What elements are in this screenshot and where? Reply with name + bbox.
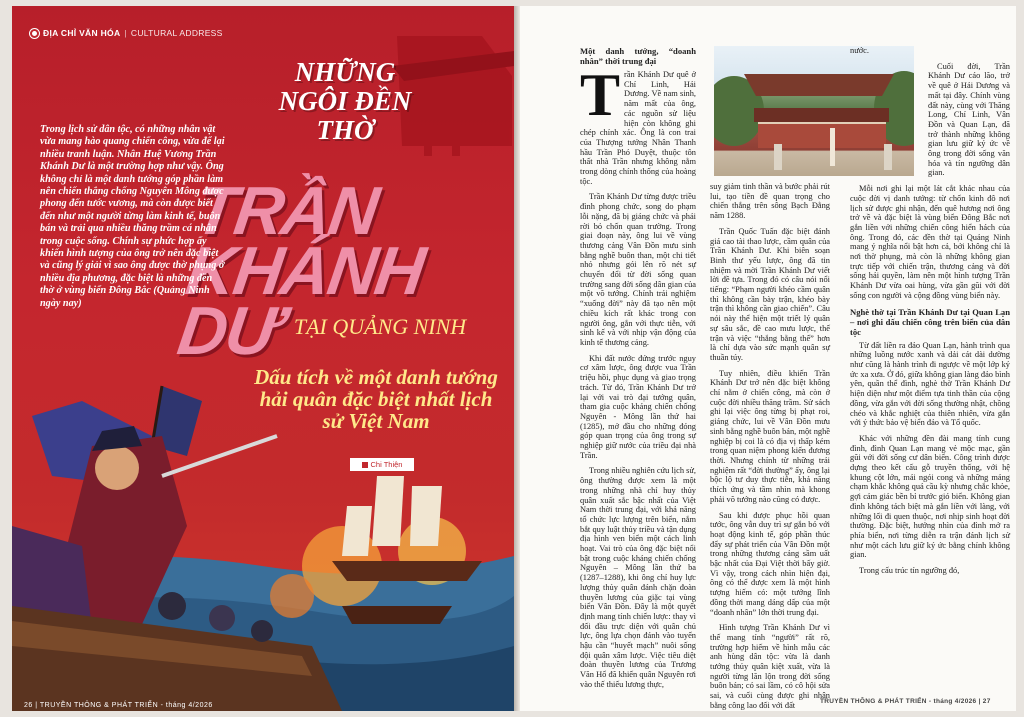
paragraph: nước.	[850, 46, 869, 55]
section-tag-vn: ĐỊA CHỈ VĂN HÓA	[43, 28, 121, 38]
paragraph: Cuối đời, Trần Khánh Dư cáo lão, trở về quê ở Hải Dương và mất tại đây. Chính vùng đất này, cùng với Thăng Long, Chí Linh, Vân Đồn và Quan Lạn, đã trở thành những không gian lưu giữ ký ức về ông trong đời sống văn hóa và tín ngưỡng dân gian.	[928, 61, 1010, 178]
paragraph-text: rần Khánh Dư quê ở Chí Linh, Hải Dương. Về nam sinh, năm mất của ông, các nguồn sử liệu hiện còn không ghi chép chính xác. Ông là con trai của Thượng tướng Nhân Thanh hầu Trần Phó Duyệt, thuộc tôn thất nhà Trần nhưng không nằm trong dòng chính thống của hoàng tộc.	[580, 70, 696, 186]
column-3-heading: Nghè thờ tại Trần Khánh Dư tại Quan Lạn – nơi ghi dấu chiến công trên biển của dân tộc	[850, 306, 1010, 337]
paragraph: Hình tượng Trần Khánh Dư vì thế mang tính “người” rất rõ, trường hợp hiếm về hình mẫu các anh hùng dân tộc: vừa là danh tướng thủy quân kiệt xuất, vừa là người từng lăn lộn trong đời sống buôn bán; có sai lầm, có cô hội sửa sai, và cuối cùng được ghi nhận bằng công lao đối với đất	[710, 623, 830, 710]
section-tag-en: CULTURAL ADDRESS	[130, 28, 223, 38]
column-2	[710, 182, 830, 717]
paragraph	[580, 62, 696, 186]
author-marker-icon	[362, 462, 368, 468]
paragraph: Tuy nhiên, điều khiến Trần Khánh Dư trở nên đặc biệt không chỉ nằm ở chiến công, mà còn ở cuộc đời nhiều thăng trầm. Sử sách ghi lại việc ông từng bị phạt roi, giáng chức, lui về Vân Đồn mưu sinh bằng nghề buôn bán, một nghề nghiệp bị coi là có địa vị thấp kém trong quan niệm phong kiến đương thời. Nhưng chính từ những trải nghiệm rất “đời thường” ấy, ông lại bộc lộ tư duy thực tiễn, khả năng thích ứng và tầm nhìn mà khong phải võ tướng nào cũng có được.	[710, 368, 830, 504]
subtitle: Dấu tích về một danh tướng hải quân đặc biệt nhất lịch sử Việt Nam	[254, 365, 498, 433]
title-main: TRẦN KHÁNH DƯ	[173, 173, 428, 369]
intro-paragraph: Trong lịch sử dân tộc, có những nhân vật vừa mang hào quang chiến công, vừa để lại nhiều tranh luận. Nhân Huệ Vương Trần Khánh Dư là một trường hợp như vậy. Ông không chỉ là một danh tướng góp phần làm nên chiến thắng chống Nguyên Mông được phong đến tước vương, mà còn được biết đến như một người từng làm kinh tế, buôn bán và trải qua nhiều thăng trầm cá nhân trong cuộc sống. Chính sự phức hợp ấy khiến hình tượng của ông trở nên đặc biệt và cũng lý giải vì sao ông được thờ phụng ở nhiều địa phương, đặc biệt là những đền thờ ở vùng biển Đông Bắc (Quảng Ninh ngày nay)	[40, 124, 225, 309]
author-name: Chi Thiện	[370, 460, 403, 469]
stone-lantern	[774, 144, 782, 170]
paragraph: Khác với những đền đài mang tính cung đình, đình Quan Lạn mang vẻ mộc mạc, gần gũi với đời sống cư dân biển. Công trình được dựng theo kết cấu gỗ truyền thống, với hệ khung cột lớn, mái ngói cong và những mảng chạm khắc không quá cầu kỳ nhưng chắc khỏe, gợi cảm giác bền bỉ trước gió biển. Không gian đình không tách biệt mà gắn liền với làng, với những lối đi quen thuộc, nơi nhịp sinh hoạt đời thường. Đặc biệt, hướng nhìn của đình mở ra phía biển, nơi từng diễn ra trận đánh lịch sử như một cách lưu giữ ký ức bằng chính không gian.	[850, 433, 1010, 560]
left-page-footer: 26 | TRUYỀN THÔNG & PHÁT TRIỂN - tháng 4/2026	[24, 702, 213, 709]
title-line-1: NHỮNG NGÔI ĐỀN THỜ	[278, 57, 412, 145]
paragraph: Mỗi nơi ghi lại một lát cắt khác nhau của cuộc đời vị danh tướng: từ chốn kinh đô nơi lịch sử được ghi nhận, đến quê hương nơi ông trở về và đặc biệt là vùng biển Đông Bắc nơi gắn liền với những chiến công hiển hách của ông. Trong đó, các đền thờ tại Quảng Ninh mang ý nghĩa nổi bật hơn cả, bởi không chỉ là nơi thờ phụng, mà còn là những không gian trực tiếp với chiến trận, thương cảng và đời sống hải quyền, làm nên một hình tượng Trần Khánh Dư vừa oai hùng, vừa gần gũi với đời sống con người và cộng đồng vùng biển này.	[850, 184, 1010, 300]
drop-cap: T	[580, 62, 621, 128]
column-1-heading: Một danh tướng, “doanh nhân” thời trung đại	[580, 46, 696, 66]
author-byline	[350, 458, 414, 471]
paragraph: Trần Khánh Dư từng được triều đình phong chức, song do phạm lỗi nặng, đã bị giáng chức và phải rời bỏ chốn quan trường. Trong giai đoạn này, ông lui về vùng thương cảng Vân Đồn mưu sinh bằng nghề buôn than, một chi tiết nhỏ nhưng gói lên rõ nét sự chuyển đổi từ đời sống quan trường sang đời sống dân gian của một võ tướng. Chính trải nghiệm “xuống đời” này đã tạo nên một chiều kích rất khác trong con người ông, gắn với thực tiễn, với sinh kế và với nhịp vận động của kinh tế thương cảng.	[580, 192, 696, 347]
section-tag	[30, 28, 223, 38]
column-3	[850, 46, 1010, 582]
paragraph: Khi đất nước đứng trước nguy cơ xâm lược, ông được vua Trần triệu hồi, phục dụng và giao trọng trách. Từ đó, Trần Khánh Dư trở lại với vai trò đại tướng quân, tham gia cuộc kháng chiến chống Nguyên - Mông lần thứ hai (1285), mở đầu cho những đóng góp quan trọng của ông trong sự nghiệp giữ nước của triều đại nhà Trần.	[580, 353, 696, 460]
column-1	[580, 46, 696, 696]
paragraph: Trần Quốc Tuấn đặc biệt đánh giá cao tài thao lược, cầm quân của Trần Khánh Dư. Khi biên soạn Binh thư yếu lược, ông đã tin nhiệm và mời Trần Khánh Dư viết lời đề tựa. Trong đó có câu nói nổi tiếng: “Phạm người khéo cầm quân thì không cần bày trận, khéo bày trận thì không cần giao chiến”. Câu nói này thể hiện một triết lý quân sự sâu sắc, đề cao mưu lược, thế trận và việc “thắng bằng thế” hơn là chỉ dựa vào sức mạnh quân sự thuần túy.	[710, 226, 830, 362]
right-page	[520, 6, 1016, 711]
bullet-icon	[30, 29, 39, 38]
paragraph: Từ đất liền ra đảo Quan Lạn, hành trình qua những luồng nước xanh và dải cát dài dường như cũng là hành trình đi ngược về một lớp ký ức xa xưa. Ở đó, giữa không gian làng đảo bình yên, quần thể đình, nghè thờ Trần Khánh Dư hiện diện như một điểm tựa tinh thần của cộng đồng, vừa gắn với đời sống thường nhật, chồng chéo và khắc nghiệt của thiên nhiên, vừa gắn với ý thức bảo vệ biển đảo và Tổ quốc.	[850, 340, 1010, 428]
paragraph: Trong nhiều nghiên cứu lịch sử, ông thường được xem là một trong những nhà chỉ huy thủy quân xuất sắc bậc nhất của Việt Nam thời trung đại, với khả năng tổ chức lực lượng trên biển, nắm bắt quy luật thủy triều và tận dụng địa hình ven biển một cách linh hoạt. Vai trò của ông đặc biệt nổi bật trong cuộc kháng chiến chống Nguyên – Mông lần thứ ba (1287–1288), khi ông chỉ huy lực lượng thủy quân đánh chặn đoàn thuyền lương của giặc tại vùng biển Vân Đồn. Đây là một quyết định mang tính chiến lược: thay vì đối đầu trực diện với quân chủ lực, ông lựa chọn đánh vào tuyến hậu cần “huyết mạch” nuôi sống đội quân xâm lược. Việc tiêu diệt đoàn thuyền lương của Trương Văn Hổ đã khiến quân Nguyên rơi vào thế thiếu lương thực,	[580, 466, 696, 689]
section-tag-separator: |	[124, 28, 127, 38]
incense-burner	[830, 128, 835, 166]
right-page-footer: TRUYỀN THÔNG & PHÁT TRIỂN - tháng 4/2026 | 27	[820, 698, 991, 705]
paragraph: suy giảm tinh thần và bước phải rút lui, tạo tiền đề quan trọng cho chiến thắng trên sông Bạch Đằng năm 1288.	[710, 182, 830, 221]
paragraph: Trong cấu trúc tín ngưỡng đó,	[859, 566, 960, 576]
left-page	[12, 6, 514, 711]
title-location: TẠI QUẢNG NINH	[293, 314, 467, 339]
paragraph: Sau khi được phục hồi quan tước, ông vẫn duy trì sự gắn bó với hoạt động kinh tế, góp phần thúc đẩy sự phát triển của Vân Đồn một trong những thương cảng sầm uất bậc nhất của Đại Việt thời bấy giờ. Vì vậy, trong cách nhìn hiện đại, ông có thể được xem là một hình tượng hiếm có: một tướng lĩnh đồng thời mang dáng dấp của một “doanh nhân” lớn thời trung đại.	[710, 510, 830, 617]
